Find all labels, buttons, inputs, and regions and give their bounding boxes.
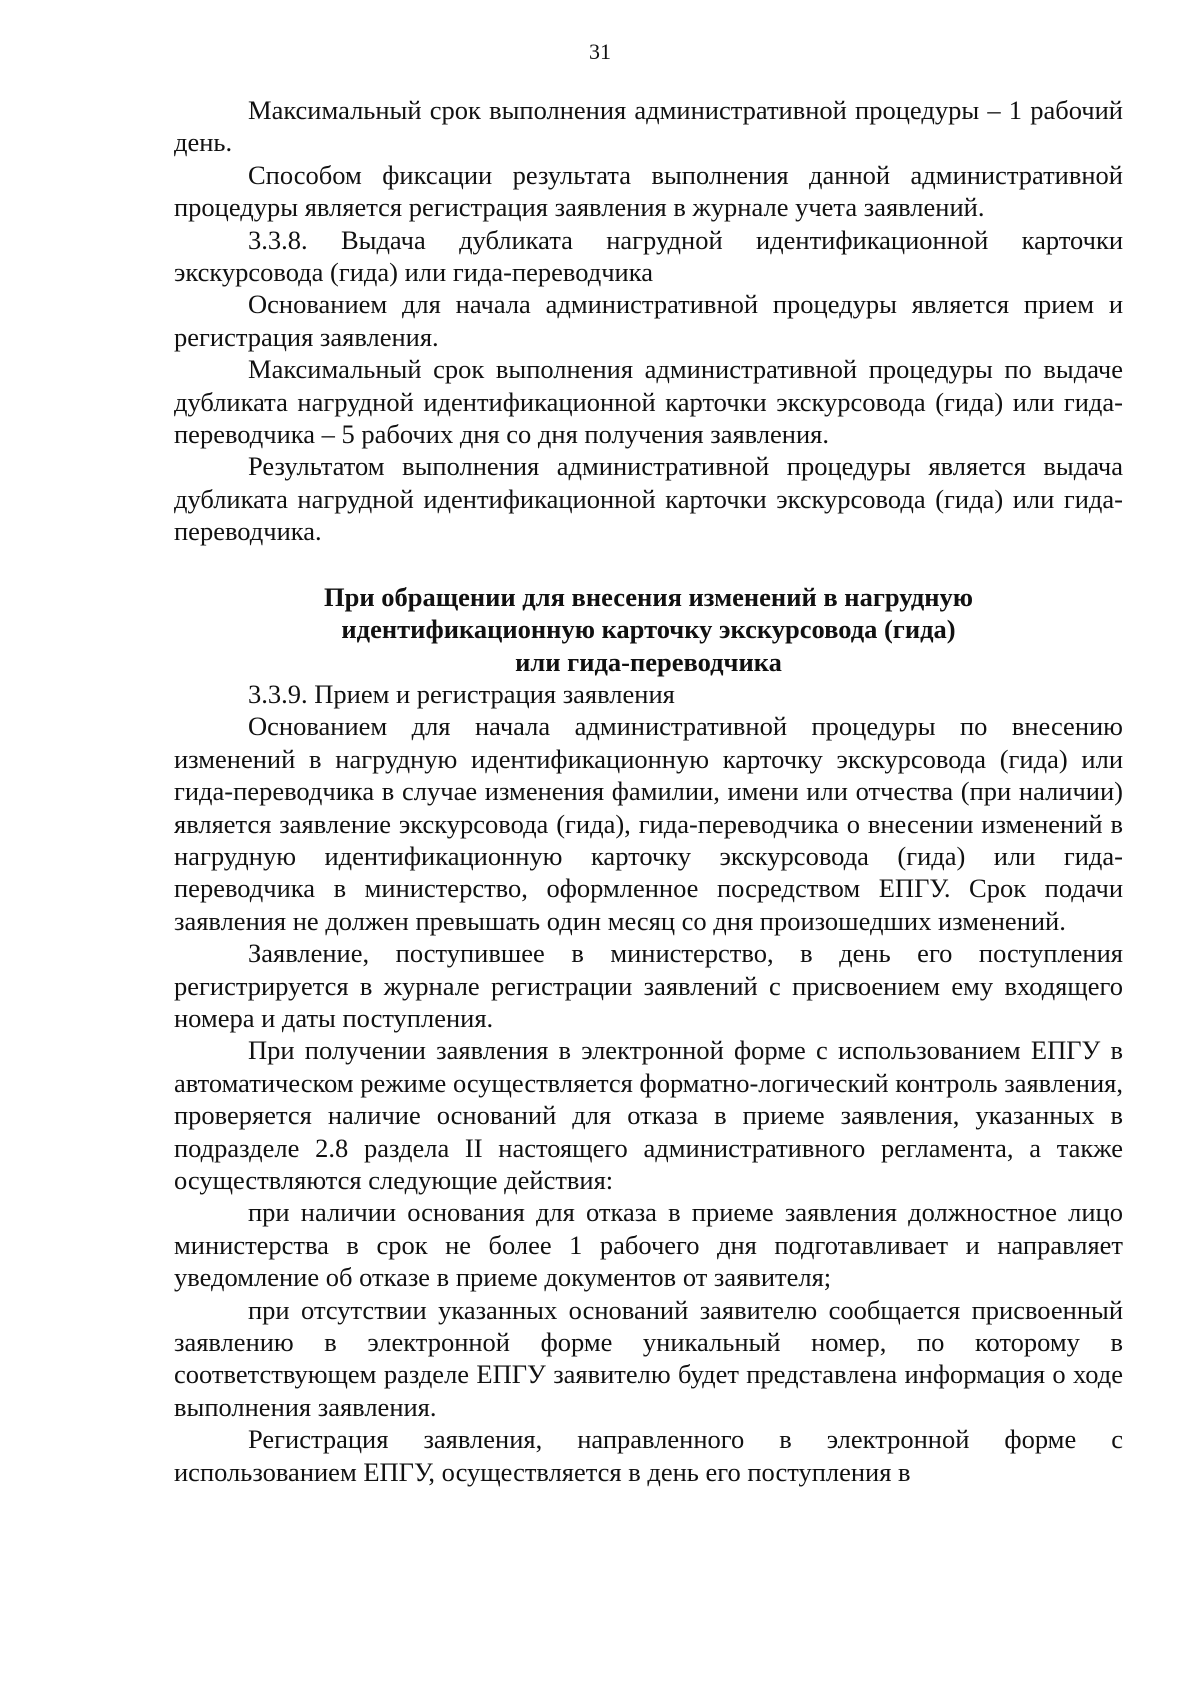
page-number: 31: [589, 39, 611, 64]
section-heading: [174, 581, 1123, 678]
paragraph-duplicate-term: Максимальный срок выполнения административной процедуры по выдаче дубликата нагрудной идентификационной карточки экскурсовода (гида) или гида-переводчика – 5 рабочих дня со дня получения заявления.: [174, 354, 1123, 450]
paragraph-section-3-3-8: 3.3.8. Выдача дубликата нагрудной идентификационной карточки экскурсовода (гида) или гида-переводчика: [174, 224, 1123, 288]
paragraph-procedure-basis: Основанием для начала административной процедуры является прием и регистрация заявления.: [174, 289, 1123, 352]
section-heading-line: При обращении для внесения изменений в нагрудную: [324, 581, 973, 612]
paragraph-max-term: Максимальный срок выполнения административной процедуры – 1 рабочий день.: [174, 95, 1123, 158]
section-heading-line: или гида-переводчика: [515, 646, 782, 677]
paragraph-procedure-result: Результатом выполнения административной процедуры является выдача дубликата нагрудной идентификационной карточки экскурсовода (гида) или гида-переводчика.: [174, 451, 1123, 547]
document-body: [174, 94, 1123, 1488]
paragraph-section-3-3-9: 3.3.9. Прием и регистрация заявления: [248, 678, 675, 709]
paragraph-fixation-method: Способом фиксации результата выполнения данной административной процедуры является регистрация заявления в журнале учета заявлений.: [174, 159, 1123, 223]
paragraph-change-basis: Основанием для начала административной процедуры по внесению изменений в нагрудную идентификационную карточку экскурсовода (гида) или гида-переводчика в случае изменения фамилии, имени или отчества (при наличии) является заявление экскурсовода (гида), гида-переводчика о внесении изменений в нагрудную идентификационную карточку экскурсовода (гида) или гида-переводчика в министерство, оформленное посредством ЕПГУ. Срок подачи заявления не должен превышать один месяц со дня произошедших изменений.: [174, 711, 1123, 936]
paragraph-unique-number: при отсутствии указанных оснований заявителю сообщается присвоенный заявлению в электронной форме уникальный номер, по которому в соответствующем разделе ЕПГУ заявителю будет представлена информация о ходе выполнения заявления.: [174, 1294, 1123, 1422]
section-heading-line: идентификационную карточку экскурсовода (гида): [341, 614, 956, 645]
paragraph-electronic-control: При получении заявления в электронной форме с использованием ЕПГУ в автоматическом режиме осуществляется форматно-логический контроль заявления, проверяется наличие оснований для отказа в приеме заявления, указанных в подразделе 2.8 раздела II настоящего административного регламента, а также осуществляются следующие действия:: [174, 1035, 1123, 1195]
paragraph-epgu-registration: Регистрация заявления, направленного в электронной форме с использованием ЕПГУ, осуществляется в день его поступления в: [174, 1424, 1123, 1487]
paragraph-registration: Заявление, поступившее в министерство, в день его поступления регистрируется в журнале регистрации заявлений с присвоением ему входящего номера и даты поступления.: [174, 938, 1123, 1033]
paragraph-refusal-notice: при наличии основания для отказа в приеме заявления должностное лицо министерства в срок не более 1 рабочего дня подготавливает и направляет уведомление об отказе в приеме документов от заявителя;: [174, 1197, 1123, 1293]
